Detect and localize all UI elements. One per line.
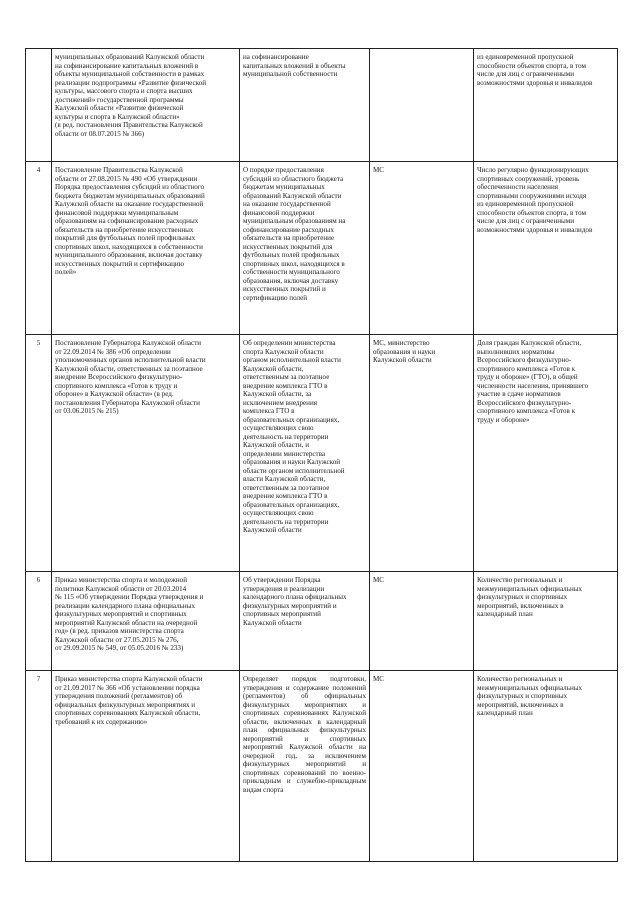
row-number-cell — [26, 49, 52, 162]
subject-cell: Об утверждении Порядка утверждения и реализации календарного плана официальных физкультурных мероприятий и спортивных мероприятий Калужской области — [240, 572, 370, 671]
responsible-cell: МС — [370, 162, 474, 335]
subject-cell: О порядке предоставления субсидий из областного бюджета бюджетам муниципальных образований Калужской области на оказание государственной финансовой поддержки муниципальным образованиям на софинансирование расходных обязательств на приобретение искусственных покрытий для футбольных полей профильных спортивных школ, находящихся в собственности муниципального образования, включая доставку искусственных покрытий и сертификацию полей — [240, 162, 370, 335]
document-cell: Приказ министерства спорта и молодежной политики Калужской области от 20.03.2014 № 115 «Об утверждении Порядка утверждения и реализации календарного плана официальных физкультурных мероприятий и спортивных мероприятий Калужской области на очередной год» (в ред. приказов министерства спорта Калужской области от 27.05.2015 № 276, от 29.09.2015 № 549, от 05.05.2016 № 233) — [52, 572, 240, 671]
document-cell: Постановление Правительства Калужской области от 27.08.2015 № 490 «Об утверждении Порядка предоставления субсидий из областного бюджета бюджетам муниципальных образований Калужской области на оказание государственной финансовой поддержки муниципальным образованиям на софинансирование расходных обязательств на приобретение искусственных покрытий для футбольных полей профильных спортивных школ, находящихся в собственности муниципального образования, включая доставку искусственных покрытий и сертификацию полей» — [52, 162, 240, 335]
table-row — [26, 49, 618, 162]
indicator-cell: Количество региональных и межмуниципальных официальных физкультурных и спортивных мероприятий, включенных в календарный план — [474, 671, 618, 862]
subject-cell: на софинансирование капитальных вложений в объекты муниципальной собственности — [240, 49, 370, 162]
subject-cell: Об определении министерства спорта Калужской области органом исполнительной власти Калужской области, ответственным за поэтапное внедрение комплекса ГТО в Калужской области, за исключением внедрения комплекса ГТО в образовательных организациях, осуществляющих свою деятельность на территории Калужской области, и определении министерства образования и науки Калужской области органом исполнительной власти Калужской области, ответственным за поэтапное внедрение комплекса ГТО в образовательных организациях, осуществляющих свою деятельность на территории Калужской области — [240, 335, 370, 572]
row-number-cell: 5 — [26, 335, 52, 572]
subject-cell: Определяет порядок подготовки, утверждения и содержание положений (регламентов) об официальных физкультурных мероприятиях и спортивных соревнованиях Калужской области, включенных в календарный план официальных физкультурных мероприятий и спортивных мероприятий Калужской области на очередной год, за исключением физкультурных мероприятий и спортивных соревнований по военно-прикладным и служебно-прикладным видам спорта — [240, 671, 370, 862]
indicator-cell: Число регулярно функционирующих спортивных сооружений, уровень обеспеченности населения спортивными сооружениями исходя из единовременной пропускной способности объектов спорта, в том числе для лиц с ограниченными возможностями здоровья и инвалидов — [474, 162, 618, 335]
indicator-cell: Доля граждан Калужской области, выполнивших нормативы Всероссийского физкультурно- спортивного комплекса «Готов к труду и обороне» (ГТО), в общей численности населения, принявшего участие в сдаче нормативов Всероссийского физкультурно- спортивного комплекса «Готов к труду и обороне» — [474, 335, 618, 572]
row-number-cell: 6 — [26, 572, 52, 671]
table-row — [26, 162, 618, 335]
indicator-cell: из единовременной пропускной способности объектов спорта, в том числе для лиц с ограниченными возможностями здоровья и инвалидов — [474, 49, 618, 162]
table-row — [26, 335, 618, 572]
responsible-cell — [370, 49, 474, 162]
responsible-cell: МС — [370, 671, 474, 862]
document-cell: Приказ министерства спорта Калужской области от 21.09.2017 № 366 «Об установлении порядка утверждения положений (регламентов) об официальных физкультурных мероприятиях и спортивных соревнованиях Калужской области, требований к их содержанию» — [52, 671, 240, 862]
responsible-cell: МС, министерство образования и науки Калужской области — [370, 335, 474, 572]
table-row — [26, 671, 618, 862]
document-cell: Постановление Губернатора Калужской области от 22.09.2014 № 386 «Об определении уполномоченных органов исполнительной власти Калужской области, ответственных за поэтапное внедрение Всероссийского физкультурно- спортивного комплекса «Готов к труду и обороне» в Калужской области» (в ред. постановления Губернатора Калужской области от 03.06.2015 № 215) — [52, 335, 240, 572]
document-cell: муниципальных образований Калужской области на софинансирование капитальных вложений в объекты муниципальной собственности в рамках реализации подпрограммы «Развитие физической культуры, массового спорта и спорта высших достижений» государственной программы Калужской области «Развитие физической культуры и спорта в Калужской области» (в ред. постановления Правительства Калужской области от 08.07.2015 № 366) — [52, 49, 240, 162]
row-number-cell: 4 — [26, 162, 52, 335]
legal-acts-table — [25, 48, 618, 862]
row-number-cell: 7 — [26, 671, 52, 862]
responsible-cell: МС — [370, 572, 474, 671]
indicator-cell: Количество региональных и межмуниципальных официальных физкультурных и спортивных мероприятий, включенных в календарный план — [474, 572, 618, 671]
table-row — [26, 572, 618, 671]
